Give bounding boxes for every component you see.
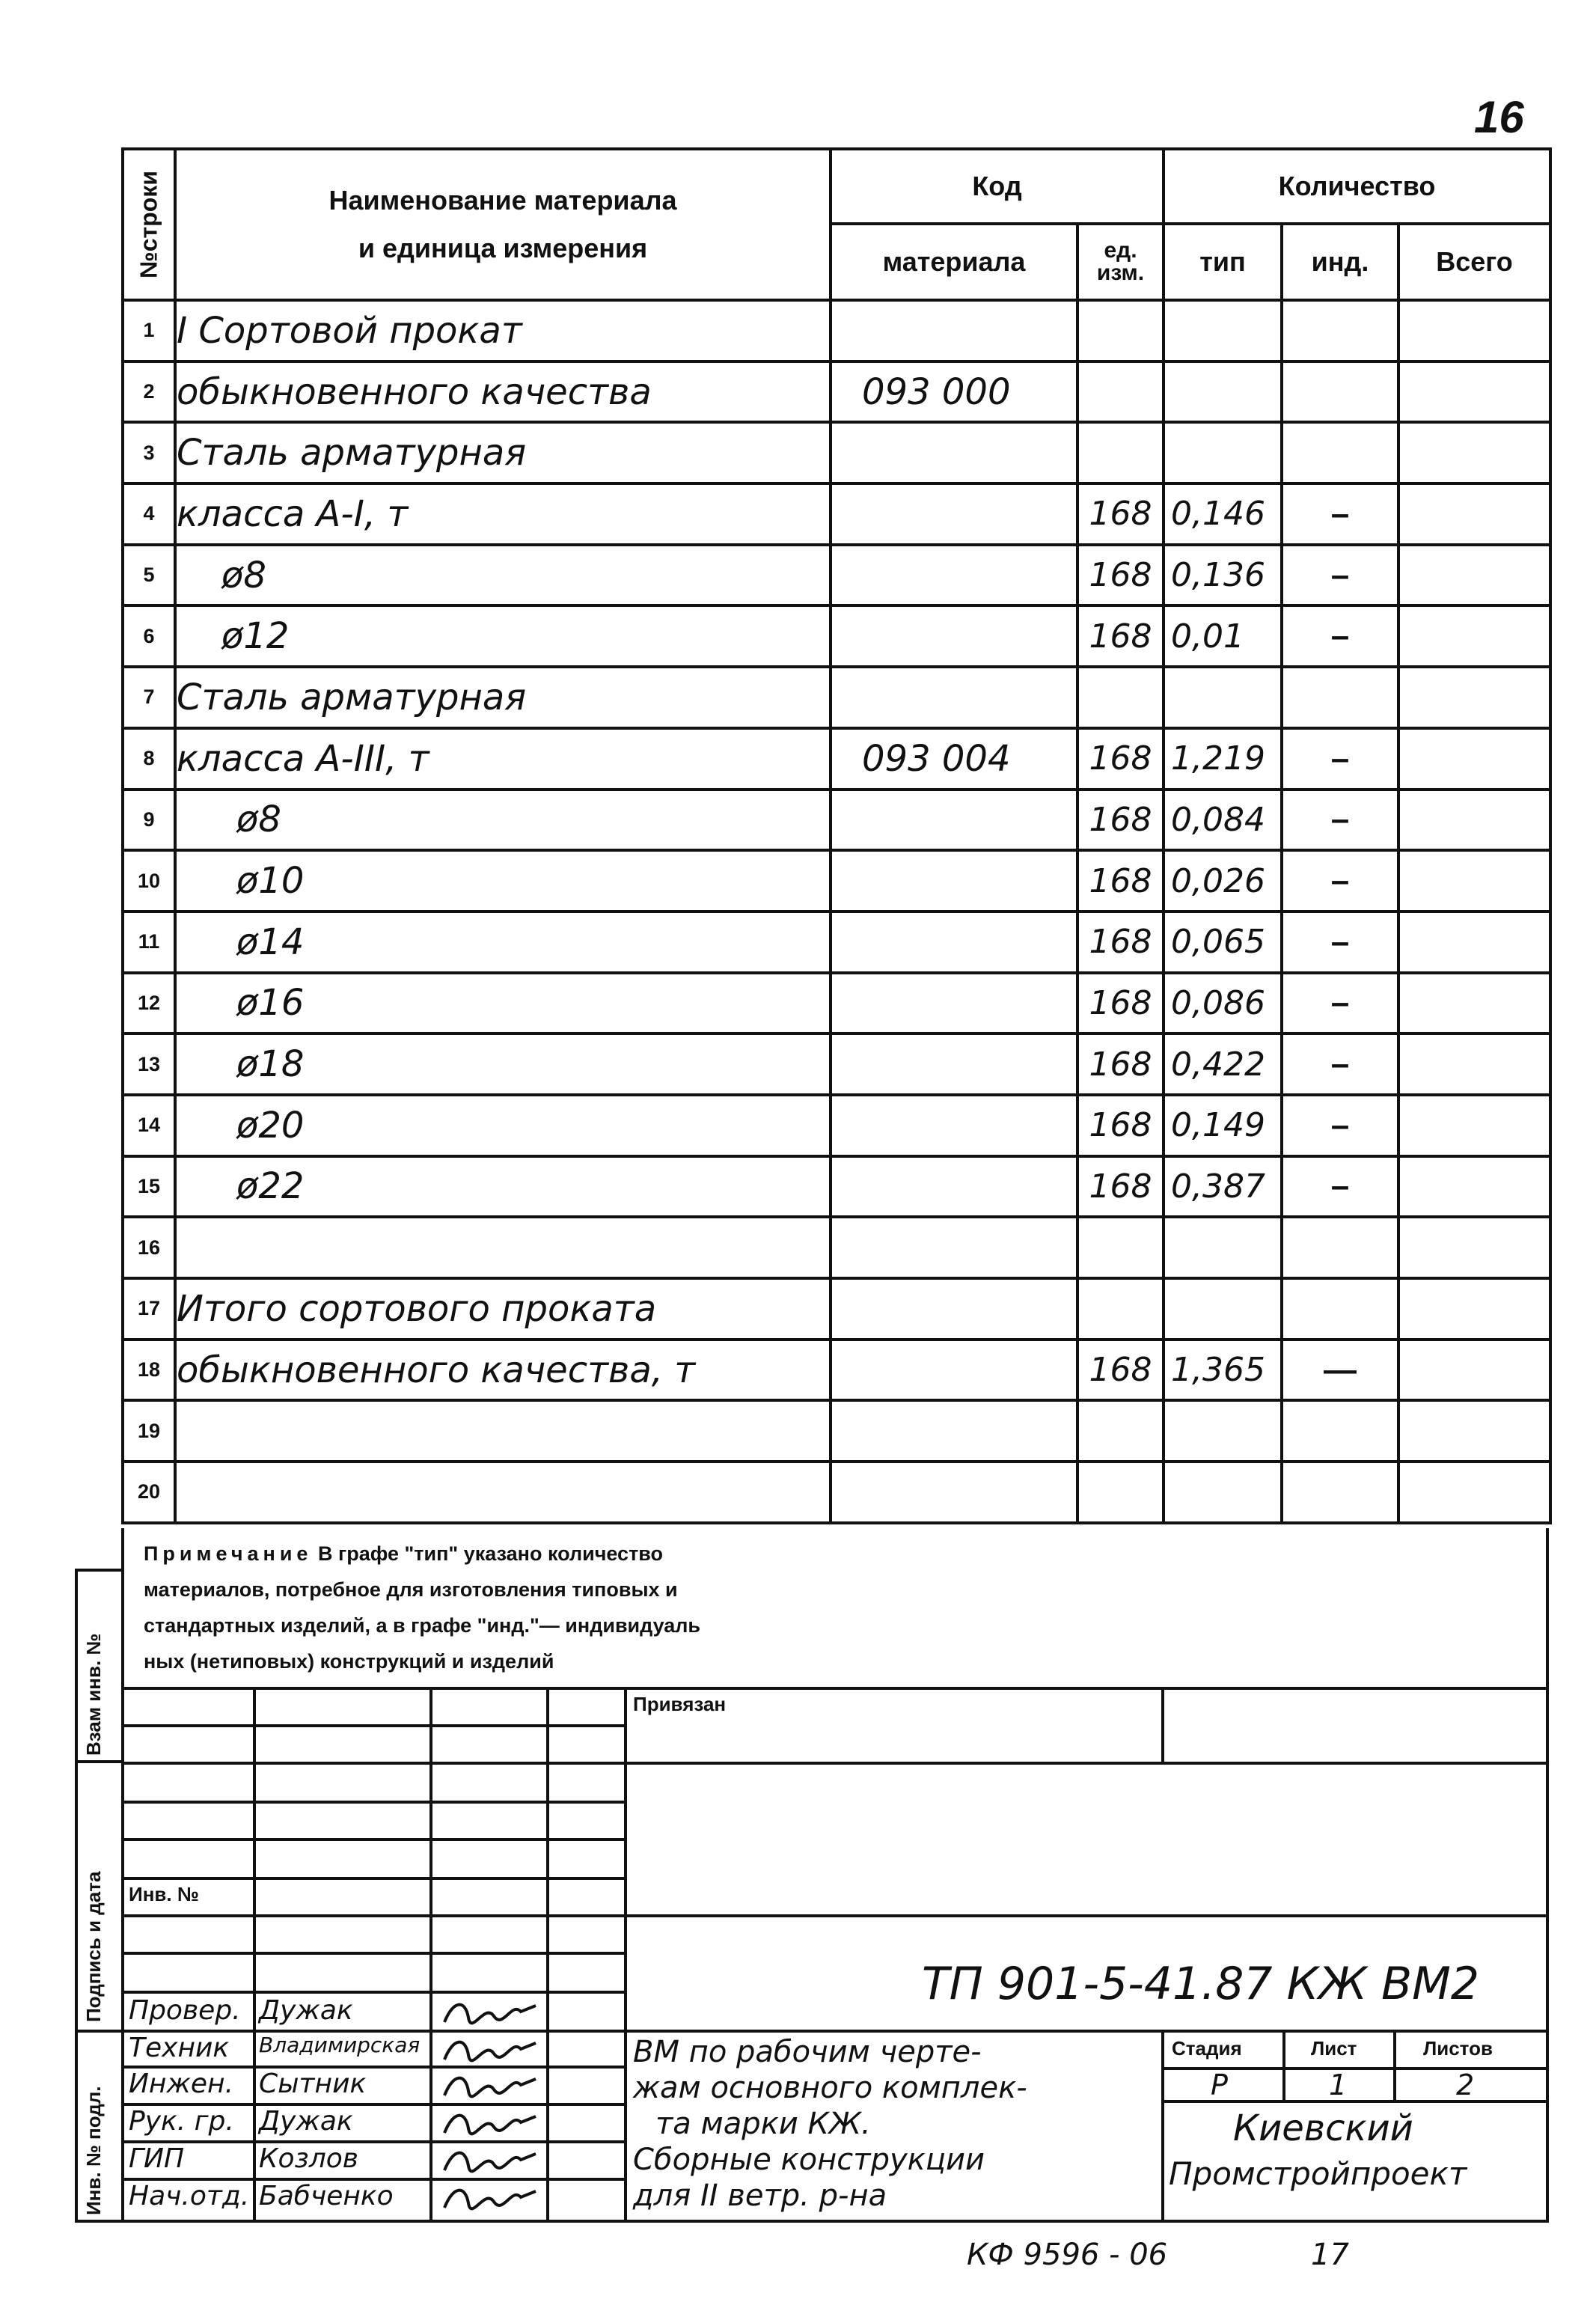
material-code xyxy=(831,483,1077,545)
material-code: 093 004 xyxy=(831,728,1077,790)
unit-code: 168 xyxy=(1077,545,1164,606)
quantity-ind xyxy=(1282,1400,1398,1462)
header-ind: инд. xyxy=(1282,224,1398,300)
quantity-total xyxy=(1398,1095,1550,1156)
staff-role: Рук. гр. xyxy=(129,2106,234,2137)
material-name: класса А-III, т xyxy=(175,728,831,790)
note-line-4: ных (нетиповых) конструкций и изделий xyxy=(144,1650,554,1673)
quantity-total xyxy=(1398,422,1550,483)
quantity-ind: – xyxy=(1282,483,1398,545)
footer-code: КФ 9596 - 06 xyxy=(967,2238,1168,2272)
unit-code xyxy=(1077,1400,1164,1462)
header-type: тип xyxy=(1164,224,1282,300)
table-row xyxy=(123,850,1550,912)
quantity-type: 1,365 xyxy=(1164,1340,1282,1401)
material-name: ø18 xyxy=(175,1034,831,1095)
table-row xyxy=(123,728,1550,790)
quantity-total xyxy=(1398,728,1550,790)
sheets-label: Листов xyxy=(1423,2037,1493,2060)
staff-role: Нач.отд. xyxy=(129,2181,250,2211)
row-number: 10 xyxy=(123,850,175,912)
material-name: ø16 xyxy=(175,973,831,1034)
quantity-ind: — xyxy=(1282,1340,1398,1401)
row-number: 3 xyxy=(123,422,175,483)
material-code xyxy=(831,1278,1077,1340)
quantity-type xyxy=(1164,300,1282,361)
header-name: Наименование материала и единица измерения xyxy=(175,149,831,300)
unit-code: 168 xyxy=(1077,790,1164,851)
row-number: 1 xyxy=(123,300,175,361)
staff-name: Сытник xyxy=(259,2069,367,2099)
unit-code xyxy=(1077,1462,1164,1523)
quantity-total xyxy=(1398,790,1550,851)
row-number: 15 xyxy=(123,1156,175,1218)
material-name: Сталь арматурная xyxy=(175,422,831,483)
note-line-3: стандартных изделий, а в графе "инд."— индивидуаль xyxy=(144,1614,701,1637)
row-number: 14 xyxy=(123,1095,175,1156)
table-row xyxy=(123,1156,1550,1218)
material-code xyxy=(831,605,1077,667)
unit-code xyxy=(1077,1278,1164,1340)
description-line-4: Сборные конструкции xyxy=(633,2143,985,2177)
unit-code: 168 xyxy=(1077,1095,1164,1156)
quantity-ind xyxy=(1282,361,1398,423)
material-code xyxy=(831,1217,1077,1278)
material-code xyxy=(831,850,1077,912)
material-name xyxy=(175,1400,831,1462)
header-total: Всего xyxy=(1398,224,1550,300)
material-code xyxy=(831,1095,1077,1156)
quantity-total xyxy=(1398,1217,1550,1278)
quantity-type xyxy=(1164,1217,1282,1278)
description-line-3: та марки КЖ. xyxy=(655,2107,871,2141)
row-number: 18 xyxy=(123,1340,175,1401)
quantity-type: 0,086 xyxy=(1164,973,1282,1034)
unit-code: 168 xyxy=(1077,1340,1164,1401)
quantity-type xyxy=(1164,361,1282,423)
quantity-type: 0,136 xyxy=(1164,545,1282,606)
unit-code xyxy=(1077,361,1164,423)
material-name: ø8 xyxy=(175,545,831,606)
staff-role: Инжен. xyxy=(129,2069,234,2099)
quantity-total xyxy=(1398,973,1550,1034)
org-line-1: Киевский xyxy=(1233,2107,1413,2149)
row-number: 9 xyxy=(123,790,175,851)
header-quantity: Количество xyxy=(1164,149,1550,224)
row-number: 7 xyxy=(123,667,175,728)
material-name: ø22 xyxy=(175,1156,831,1218)
quantity-total xyxy=(1398,1156,1550,1218)
sheets-value: 2 xyxy=(1456,2069,1475,2101)
material-code xyxy=(831,545,1077,606)
signature-icon xyxy=(438,2106,543,2142)
description-line-5: для II ветр. р-на xyxy=(633,2179,887,2213)
specification-sheet xyxy=(121,147,1552,1524)
row-number: 16 xyxy=(123,1217,175,1278)
unit-code: 168 xyxy=(1077,1156,1164,1218)
material-name: обыкновенного качества, т xyxy=(175,1340,831,1401)
material-code xyxy=(831,1462,1077,1523)
quantity-ind xyxy=(1282,1217,1398,1278)
row-number: 17 xyxy=(123,1278,175,1340)
quantity-ind: – xyxy=(1282,545,1398,606)
quantity-ind: – xyxy=(1282,1095,1398,1156)
row-number: 20 xyxy=(123,1462,175,1523)
material-code xyxy=(831,1156,1077,1218)
quantity-ind xyxy=(1282,300,1398,361)
quantity-total xyxy=(1398,1278,1550,1340)
table-row xyxy=(123,1217,1550,1278)
quantity-ind xyxy=(1282,667,1398,728)
quantity-ind xyxy=(1282,1462,1398,1523)
quantity-type: 0,149 xyxy=(1164,1095,1282,1156)
quantity-total xyxy=(1398,1340,1550,1401)
unit-code xyxy=(1077,1217,1164,1278)
quantity-type: 0,084 xyxy=(1164,790,1282,851)
signature-icon xyxy=(438,2069,543,2104)
quantity-total xyxy=(1398,1034,1550,1095)
page-number: 16 xyxy=(1474,92,1524,142)
inv-no-label: Инв. № xyxy=(129,1883,199,1905)
quantity-total xyxy=(1398,605,1550,667)
material-code xyxy=(831,422,1077,483)
quantity-type: 0,387 xyxy=(1164,1156,1282,1218)
document-code: ТП 901-5-41.87 КЖ ВМ2 xyxy=(922,1958,1480,2010)
table-row xyxy=(123,912,1550,973)
material-code xyxy=(831,790,1077,851)
side-label-signature-date: Подпись и дата xyxy=(82,1871,105,2022)
table-row xyxy=(123,483,1550,545)
quantity-ind: – xyxy=(1282,912,1398,973)
stage-label: Стадия xyxy=(1172,2037,1242,2060)
table-row xyxy=(123,300,1550,361)
material-code xyxy=(831,973,1077,1034)
row-number: 5 xyxy=(123,545,175,606)
drawing-description xyxy=(633,2034,1027,2214)
quantity-type: 0,065 xyxy=(1164,912,1282,973)
stage-value: Р xyxy=(1211,2069,1228,2101)
material-code xyxy=(831,1340,1077,1401)
table-row xyxy=(123,361,1550,423)
material-code xyxy=(831,667,1077,728)
signature-icon xyxy=(438,1995,543,2031)
material-name xyxy=(175,1217,831,1278)
sheet-label: Лист xyxy=(1311,2037,1357,2060)
staff-name: Дужак xyxy=(259,2106,353,2137)
row-number: 12 xyxy=(123,973,175,1034)
staff-name: Бабченко xyxy=(259,2181,394,2211)
org-line-2: Промстройпроект xyxy=(1169,2155,1467,2192)
quantity-total xyxy=(1398,667,1550,728)
table-row xyxy=(123,422,1550,483)
material-name: ø14 xyxy=(175,912,831,973)
material-code: 093 000 xyxy=(831,361,1077,423)
signature-icon xyxy=(438,2033,543,2069)
table-row xyxy=(123,1462,1550,1523)
note-line-1: В графе "тип" указано количество xyxy=(317,1542,664,1565)
unit-code: 168 xyxy=(1077,912,1164,973)
quantity-type: 0,01 xyxy=(1164,605,1282,667)
unit-code: 168 xyxy=(1077,973,1164,1034)
material-name: ø12 xyxy=(175,605,831,667)
quantity-type: 0,026 xyxy=(1164,850,1282,912)
table-row xyxy=(123,545,1550,606)
staff-name: Владимирская xyxy=(259,2033,421,2057)
quantity-ind: – xyxy=(1282,790,1398,851)
signature-icon xyxy=(438,2143,543,2179)
unit-code: 168 xyxy=(1077,483,1164,545)
table-row xyxy=(123,973,1550,1034)
quantity-type xyxy=(1164,1278,1282,1340)
table-row xyxy=(123,605,1550,667)
table-row xyxy=(123,1400,1550,1462)
privyazan-label: Привязан xyxy=(633,1693,727,1715)
table-row xyxy=(123,1095,1550,1156)
quantity-total xyxy=(1398,361,1550,423)
quantity-total xyxy=(1398,912,1550,973)
quantity-total xyxy=(1398,1462,1550,1523)
quantity-type xyxy=(1164,1400,1282,1462)
material-code xyxy=(831,912,1077,973)
quantity-ind: – xyxy=(1282,1034,1398,1095)
staff-role: Провер. xyxy=(129,1995,241,2026)
header-row-no: №строки xyxy=(123,149,175,300)
header-material: материала xyxy=(831,224,1077,300)
quantity-total xyxy=(1398,300,1550,361)
material-name: Итого сортового проката xyxy=(175,1278,831,1340)
unit-code xyxy=(1077,300,1164,361)
header-unit: ед. изм. xyxy=(1077,224,1164,300)
side-label-inv-original: Инв. № подл. xyxy=(82,2086,105,2215)
material-name: Сталь арматурная xyxy=(175,667,831,728)
quantity-ind xyxy=(1282,1278,1398,1340)
sheet-value: 1 xyxy=(1329,2069,1348,2101)
unit-code: 168 xyxy=(1077,605,1164,667)
row-number: 8 xyxy=(123,728,175,790)
row-number: 6 xyxy=(123,605,175,667)
staff-name: Козлов xyxy=(259,2143,358,2174)
note xyxy=(144,1536,700,1679)
quantity-ind: – xyxy=(1282,605,1398,667)
material-name: ø8 xyxy=(175,790,831,851)
staff-name: Дужак xyxy=(259,1995,353,2026)
material-code xyxy=(831,300,1077,361)
footer-number: 17 xyxy=(1311,2238,1349,2272)
quantity-type xyxy=(1164,422,1282,483)
unit-code: 168 xyxy=(1077,850,1164,912)
quantity-ind: – xyxy=(1282,1156,1398,1218)
table-row xyxy=(123,667,1550,728)
staff-role: ГИП xyxy=(129,2143,185,2174)
signature-icon xyxy=(438,2181,543,2217)
row-number: 11 xyxy=(123,912,175,973)
unit-code: 168 xyxy=(1077,728,1164,790)
header-code: Код xyxy=(831,149,1164,224)
material-name: обыкновенного качества xyxy=(175,361,831,423)
quantity-type xyxy=(1164,1462,1282,1523)
row-number: 4 xyxy=(123,483,175,545)
quantity-total xyxy=(1398,850,1550,912)
description-line-2: жам основного комплек- xyxy=(633,2071,1027,2105)
description-line-1: ВМ по рабочим черте- xyxy=(633,2035,982,2069)
material-name: I Сортовой прокат xyxy=(175,300,831,361)
quantity-total xyxy=(1398,483,1550,545)
quantity-type: 0,146 xyxy=(1164,483,1282,545)
specification-table xyxy=(121,147,1552,1524)
quantity-total xyxy=(1398,1400,1550,1462)
unit-code xyxy=(1077,422,1164,483)
quantity-ind xyxy=(1282,422,1398,483)
material-name: ø10 xyxy=(175,850,831,912)
unit-code xyxy=(1077,667,1164,728)
staff-role: Техник xyxy=(129,2033,230,2063)
material-code xyxy=(831,1400,1077,1462)
quantity-total xyxy=(1398,545,1550,606)
row-number: 19 xyxy=(123,1400,175,1462)
quantity-type: 0,422 xyxy=(1164,1034,1282,1095)
quantity-type xyxy=(1164,667,1282,728)
table-row xyxy=(123,1340,1550,1401)
side-label-vzam: Взам инв. № xyxy=(82,1633,105,1756)
row-number: 13 xyxy=(123,1034,175,1095)
table-row xyxy=(123,1034,1550,1095)
quantity-ind: – xyxy=(1282,728,1398,790)
quantity-ind: – xyxy=(1282,850,1398,912)
material-name: класса А-I, т xyxy=(175,483,831,545)
row-number: 2 xyxy=(123,361,175,423)
material-code xyxy=(831,1034,1077,1095)
quantity-ind: – xyxy=(1282,973,1398,1034)
table-row xyxy=(123,790,1550,851)
material-name: ø20 xyxy=(175,1095,831,1156)
unit-code: 168 xyxy=(1077,1034,1164,1095)
table-row xyxy=(123,1278,1550,1340)
quantity-type: 1,219 xyxy=(1164,728,1282,790)
note-title: Примечание xyxy=(144,1542,313,1565)
note-line-2: материалов, потребное для изготовления типовых и xyxy=(144,1578,678,1601)
material-name xyxy=(175,1462,831,1523)
